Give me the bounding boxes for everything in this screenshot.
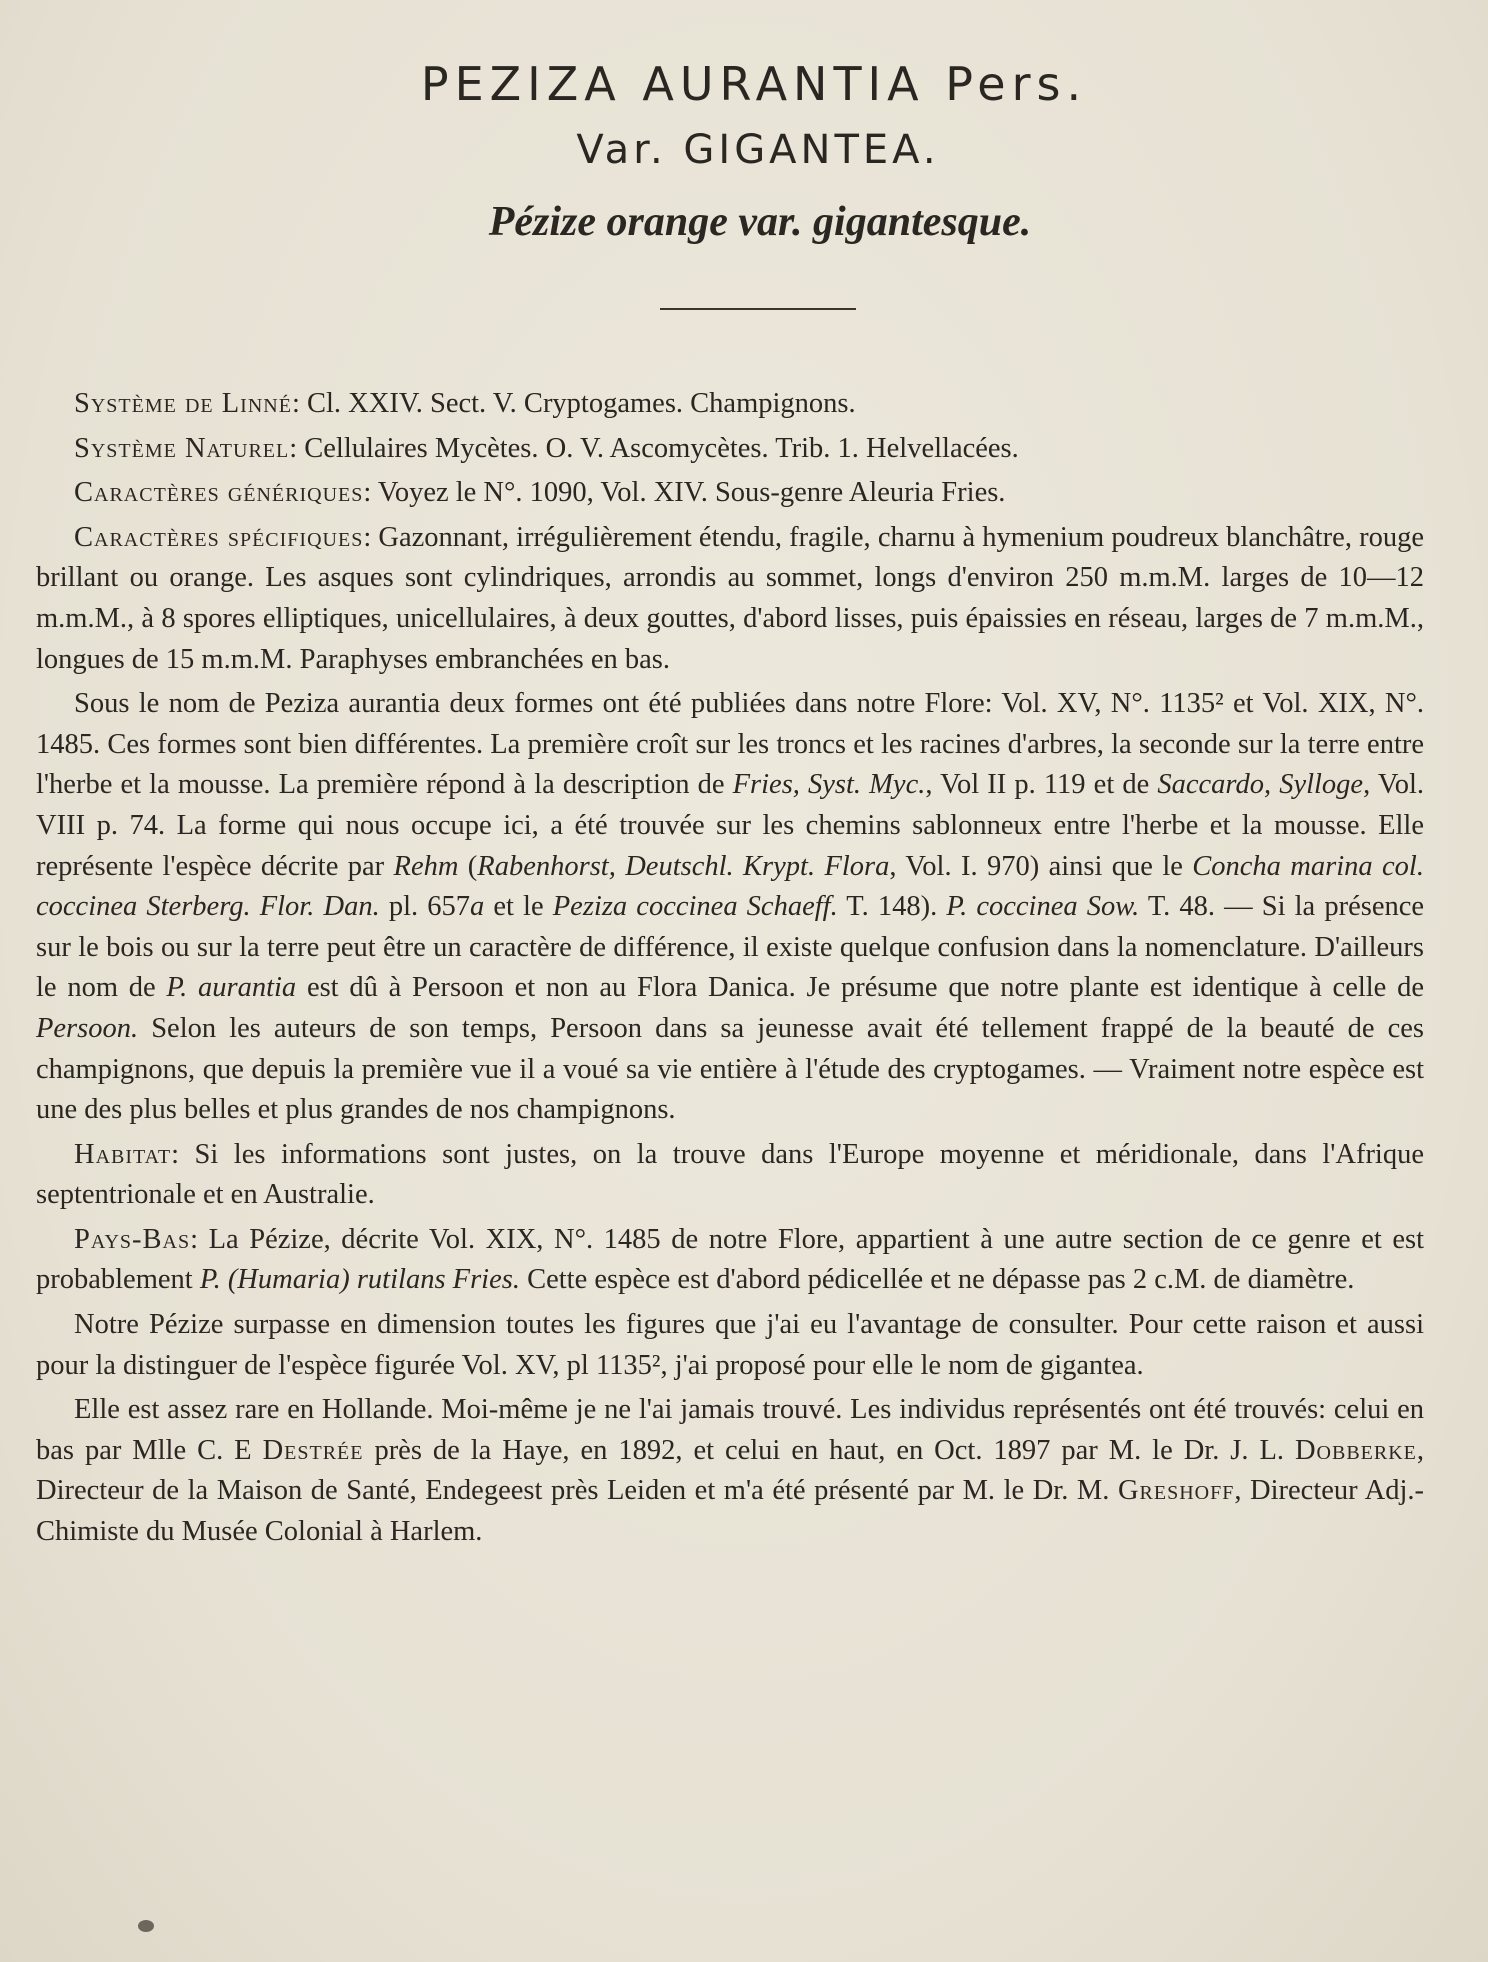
text-rare-d: , Directeur Adj.-Chimiste du Musée Colonial à Harlem.	[36, 1475, 1424, 1548]
ref-rehm: Rehm	[393, 850, 459, 882]
ref-fries: Fries, Syst. Myc.	[732, 769, 926, 801]
text-paysbas-a: La Pézize, décrite Vol. XIX, N°. 1485 de notre Flore, appartient à une autre section de ce genre et est probablement	[36, 1223, 1424, 1296]
text-forms-j: est dû à Persoon et non au Flora Danica. Je présume que notre plante est identique à celle de	[296, 972, 1424, 1004]
name-destree: Destrée	[262, 1434, 364, 1466]
ref-concha: Concha marina col. coccinea Sterberg. Flor. Dan.	[36, 850, 1424, 923]
text-habitat: Si les informations sont justes, on la trouve dans l'Europe moyenne et méridionale, dans l'Afrique septentrionale et en Australie.	[36, 1138, 1424, 1211]
ref-persoon: Persoon.	[36, 1012, 139, 1044]
ref-saccardo: Saccardo, Sylloge	[1157, 769, 1364, 801]
text-rare-c: , Directeur de la Maison de Santé, Endegeest près Leiden et m'a été présenté par M. le Dr. M.	[36, 1434, 1424, 1507]
name-dobberke: Dobberke	[1294, 1434, 1417, 1466]
ref-rabenhorst: Rabenhorst, Deutschl. Krypt. Flora	[477, 850, 890, 882]
label-linne: Système de Linné	[74, 388, 292, 419]
divider	[660, 308, 856, 310]
ref-schaeff: Peziza coccinea Schaeff.	[552, 891, 838, 923]
ref-paurantia: P. aurantia	[166, 972, 297, 1004]
paragraph-linne: Système de Linné: Cl. XXIV. Sect. V. Cryptogames. Champignons.	[74, 388, 856, 419]
paragraph-surpasse	[36, 1305, 1424, 1386]
text-paysbas-b: Cette espèce est d'abord pédicellée et ne dépasse pas 2 c.M. de diamètre.	[519, 1264, 1355, 1296]
paragraph-forms	[36, 684, 1424, 1131]
label-generiques: Caractères génériques	[74, 477, 364, 509]
paragraph-naturel: Système Naturel: Cellulaires Mycètes. O. V. Ascomycètes. Trib. 1. Helvellacées.	[74, 432, 1019, 464]
paragraph-rare	[36, 1390, 1424, 1552]
text-generiques: Voyez le N°. 1090, Vol. XIV. Sous-genre Aleuria Fries.	[377, 477, 1006, 509]
label-paysbas: Pays-Bas	[74, 1223, 191, 1255]
text-forms-c: , Vol. VIII p. 74. La forme qui nous occupe ici, a été trouvée sur les chemins sablonneux entre l'herbe et la mousse. Elle représente l'espèce décrite par	[36, 769, 1425, 882]
text-forms-b: , Vol II p. 119 et de	[925, 769, 1158, 801]
text-forms-g: et le	[484, 891, 553, 923]
text-specifiques: Gazonnant, irrégulièrement étendu, fragile, charnu à hymenium poudreux blanchâtre, rouge brillant ou orange. Les asques sont cylindriques, arrondis au sommet, longs d'environ 250 m.m.M. larges de 10—12 m.m.M., à 8 spores elliptiques, unicellulaires, à deux gouttes, d'abord lisses, puis épaissies en réseau, larges de 7 m.m.M., longues de 15 m.m.M. Paraphyses embranchées en bas.	[36, 521, 1424, 675]
ref-humaria: P. (Humaria) rutilans Fries.	[199, 1264, 520, 1296]
text-linne: Cl. XXIV. Sect. V. Cryptogames. Champignons.	[306, 388, 856, 419]
ink-speck	[138, 1920, 154, 1932]
body-text	[36, 384, 1424, 1553]
text-rare-a: Elle est assez rare en Hollande. Moi-même je ne l'ai jamais trouvé. Les individus représentés ont été trouvés: celui en bas par Mlle C. E	[36, 1394, 1424, 1466]
text-forms-f: pl. 657	[379, 891, 470, 923]
common-name: Pézize orange var. gigantesque.	[488, 199, 1032, 245]
label-naturel: Système Naturel	[74, 432, 290, 464]
paragraph-habitat: Habitat: Si les informations sont justes, on la trouve dans l'Europe moyenne et méridionale, dans l'Afrique septentrionale et en Australie.	[36, 1138, 1424, 1211]
text-rare-b: près de la Haye, en 1892, et celui en haut, en Oct. 1897 par M. le Dr. J. L.	[363, 1434, 1295, 1466]
paragraph-specifiques: Caractères spécifiques: Gazonnant, irrégulièrement étendu, fragile, charnu à hymenium poudreux blanchâtre, rouge brillant ou orange. Les asques sont cylindriques, arrondis au sommet, longs d'environ 250 m.m.M. larges de 10—12 m.m.M., à 8 spores elliptiques, unicellulaires, à deux gouttes, d'abord lisses, puis épaissies en réseau, larges de 7 m.m.M., longues de 15 m.m.M. Paraphyses embranchées en bas.	[36, 521, 1424, 675]
paragraph-generiques: Caractères génériques: Voyez le N°. 1090, Vol. XIV. Sous-genre Aleuria Fries.	[74, 477, 1006, 509]
paragraph-paysbas: Pays-Bas: La Pézize, décrite Vol. XIX, N°. 1485 de notre Flore, appartient à une autre section de ce genre et est probablement P. (Humaria) rutilans Fries. Cette espèce est d'abord pédicellée et ne dépasse pas 2 c.M. de diamètre.	[36, 1223, 1424, 1296]
name-greshoff: Greshoff	[1117, 1475, 1235, 1507]
variety-title: Var. GIGANTEA.	[576, 127, 940, 173]
ref-sow: P. coccinea Sow.	[946, 891, 1140, 923]
text-forms-e: , Vol. I. 970) ainsi que le	[889, 850, 1193, 882]
text-surpasse: Notre Pézize surpasse en dimension toutes les figures que j'ai eu l'avantage de consulter. Pour cette raison et aussi pour la distinguer de l'espèce figurée Vol. XV, pl 1135², j'ai proposé pour elle le nom de gigantea.	[36, 1309, 1424, 1381]
text-naturel: Cellulaires Mycètes. O. V. Ascomycètes. Trib. 1. Helvellacées.	[304, 432, 1019, 464]
label-specifiques: Caractères spécifiques	[74, 521, 364, 553]
ref-a: a	[470, 891, 485, 923]
text-forms-a: Sous le nom de Peziza aurantia deux formes ont été publiées dans notre Flore: Vol. XV, N°. 1135² et Vol. XIX, N°. 1485. Ces formes sont bien différentes. La première croît sur les troncs et les racines d'arbres, la seconde sur la terre entre l'herbe et la mousse. La première répond à la description de	[36, 688, 1424, 801]
text-forms-k: Selon les auteurs de son temps, Persoon dans sa jeunesse avait été tellement frappé de la beauté de ces champignons, que depuis la première vue il a voué sa vie entière à l'étude des cryptogames. — Vraiment notre espèce est une des plus belles et plus grandes de nos champignons.	[36, 1012, 1424, 1126]
text-forms-h: T. 148).	[837, 891, 947, 923]
text-forms-i: T. 48. — Si la présence sur le bois ou sur la terre peut être un caractère de différence, il existe quelque confusion dans la nomenclature. D'ailleurs le nom de	[36, 891, 1425, 1004]
text-forms-d: (	[458, 850, 478, 882]
page-title: PEZIZA AURANTIA Pers.	[420, 57, 1088, 111]
label-habitat: Habitat	[74, 1138, 172, 1170]
